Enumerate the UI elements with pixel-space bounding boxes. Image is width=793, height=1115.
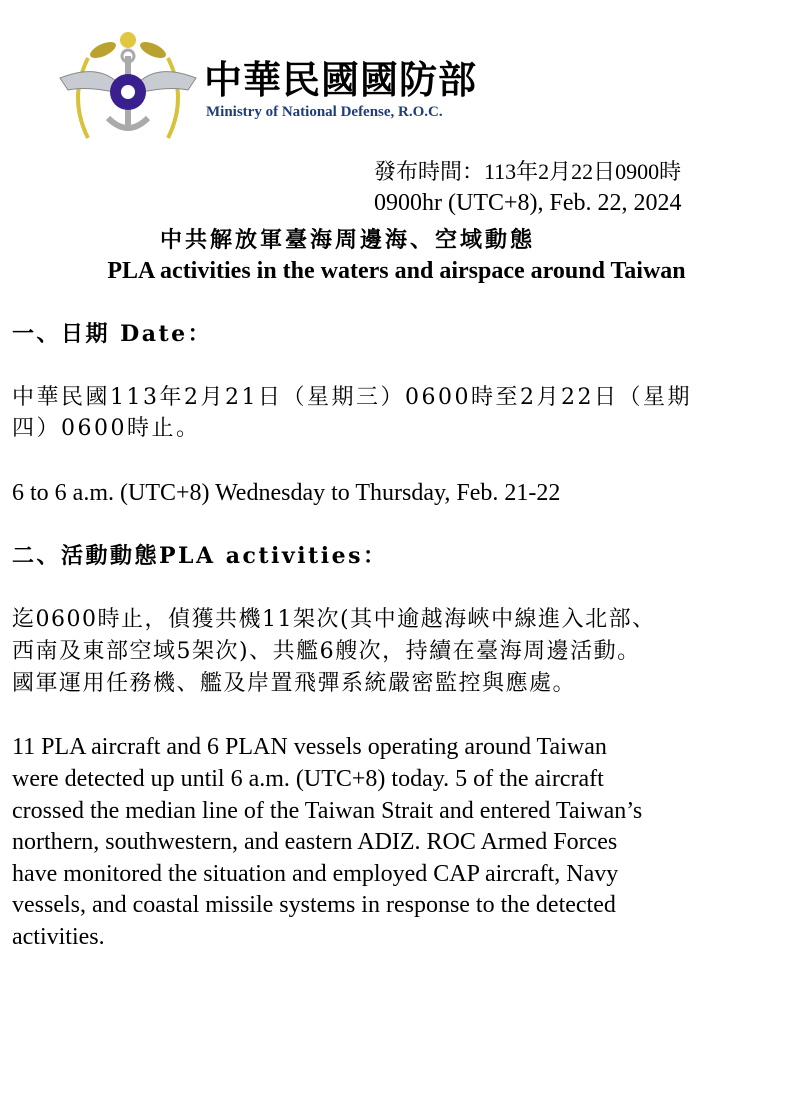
section1-zh-line: 四）0600時止。 xyxy=(12,416,201,441)
section2-zh-line: 西南及東部空域5架次)、共艦6艘次，持續在臺海周邊活動。 xyxy=(12,639,641,664)
section2-en-line: northern, southwestern, and eastern ADIZ. ROC Armed Forces xyxy=(12,829,618,855)
mnd-emblem-logo xyxy=(58,28,198,146)
org-name-en: Ministry of National Defense, R.O.C. xyxy=(206,104,443,120)
section2-zh-line: 國軍運用任務機、艦及岸置飛彈系統嚴密監控與應處。 xyxy=(12,671,577,696)
release-time-en: 0900hr (UTC+8), Feb. 22, 2024 xyxy=(374,190,682,216)
org-name-zh: 中華民國國防部 xyxy=(204,58,478,102)
section2-en-line: 11 PLA aircraft and 6 PLAN vessels operating around Taiwan xyxy=(12,734,607,760)
release-time-zh: 發布時間：113年2月22日0900時 xyxy=(374,159,682,184)
section2-heading: 二、活動動態PLA activities： xyxy=(12,543,388,569)
section1-en: 6 to 6 a.m. (UTC+8) Wednesday to Thursday, Feb. 21-22 xyxy=(12,480,561,506)
section2-en-line: crossed the median line of the Taiwan Strait and entered Taiwan’s xyxy=(12,798,643,824)
section1-zh-line: 中華民國113年2月21日（星期三）0600時至2月22日（星期 xyxy=(12,385,692,410)
section2-zh-line: 迄0600時止，偵獲共機11架次(其中逾越海峽中線進入北部、 xyxy=(12,607,656,632)
section2-en-line: have monitored the situation and employed CAP aircraft, Navy xyxy=(12,861,619,887)
title-en: PLA activities in the waters and airspace around Taiwan xyxy=(107,258,686,284)
section2-en-line: were detected up until 6 a.m. (UTC+8) today. 5 of the aircraft xyxy=(12,766,604,792)
section2-en-line: activities. xyxy=(12,924,105,950)
section2-en-line: vessels, and coastal missile systems in response to the detected xyxy=(12,892,616,918)
section1-heading: 一、日期 Date： xyxy=(12,321,213,347)
title-zh: 中共解放軍臺海周邊海、空域動態 xyxy=(160,227,536,253)
